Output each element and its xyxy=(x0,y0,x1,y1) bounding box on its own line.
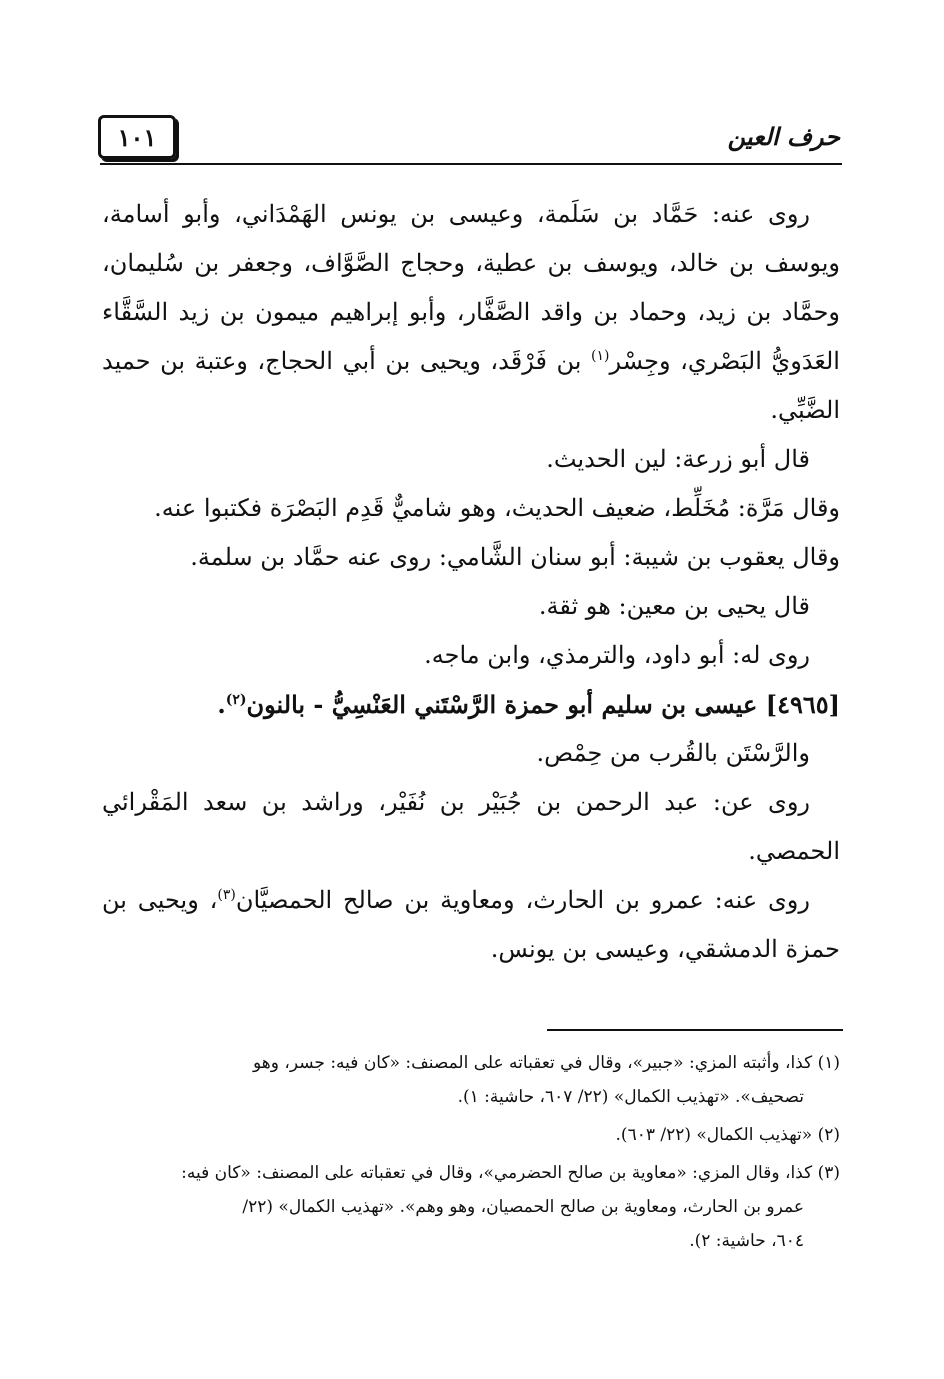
text-line: قال أبو زرعة: لين الحديث. xyxy=(546,445,810,473)
text-line: وقال يعقوب بن شيبة: أبو سنان الشَّامي: روى عنه حمَّاد بن سلمة. xyxy=(190,543,840,571)
footnote-divider xyxy=(547,1029,843,1031)
text-line: روى عنه: حَمَّاد بن سَلَمة، وعيسى بن يونس الهَمْدَاني، وأبو أسامة، xyxy=(102,200,810,228)
text-line: سُليمان، وحمَّاد بن زيد، وحماد بن واقد الصَّفَّار، وأبو إبراهيم ميمون بن xyxy=(102,249,840,326)
text-line: زيد السَّقَّاء العَدَويُّ البَصْري، وجِسْر xyxy=(102,298,840,375)
text-line: وقال مَرَّة: مُخَلِّط، ضعيف الحديث، وهو شاميٌّ قَدِم البَصْرَة فكتبوا عنه. xyxy=(154,494,840,522)
footnote-2 xyxy=(102,1118,840,1152)
text-line: روى عنه: عمرو بن الحارث، ومعاوية بن صالح الحمصيَّان xyxy=(235,886,810,914)
text-line: الحمصي. xyxy=(748,837,840,865)
footnote-line: (٣) كذا، وقال المزي: «معاوية بن صالح الحضرمي»، وقال في تعقباته على المصنف: «كان فيه: xyxy=(181,1163,840,1183)
text-paragraph xyxy=(102,435,840,484)
text-line: ويوسف بن خالد، ويوسف بن عطية، وحجاج الصَّوَّاف، وجعفر بن xyxy=(194,249,840,277)
text-paragraph xyxy=(102,876,840,974)
main-text xyxy=(102,190,840,974)
text-line: أبي الحجاج، وعتبة بن حميد الضَّبِّي. xyxy=(102,347,840,424)
footnote-1 xyxy=(102,1046,840,1114)
footnote-ref: (١) xyxy=(590,348,610,364)
footnote-ref: (٣) xyxy=(217,887,236,903)
text-line: والرَّسْتَن بالقُرب من حِمْص. xyxy=(536,739,810,767)
entry-title: [٤٩٦٥] عيسى بن سليم أبو حمزة الرَّسْتَني العَنْسِيُّ - بالنون xyxy=(246,690,840,719)
header-divider xyxy=(100,163,842,165)
text-line: ويحيى بن حمزة الدمشقي، وعيسى بن يونس. xyxy=(102,886,840,963)
text-line: ، xyxy=(209,886,218,914)
text-line: بن فَرْقَد، ويحيى بن xyxy=(385,347,582,375)
footnote-line: عمرو بن الحارث، ومعاوية بن صالح الحمصيان، وهو وهم». «تهذيب الكمال» (٢٢/ xyxy=(242,1197,804,1217)
entry-heading xyxy=(102,680,840,729)
text-paragraph xyxy=(102,778,840,876)
text-line: قال يحيى بن معين: هو ثقة. xyxy=(538,592,810,620)
page-number xyxy=(98,115,176,159)
footnote-line: تصحيف». «تهذيب الكمال» (٢٢/ ٦٠٧، حاشية: ١). xyxy=(457,1087,804,1107)
footnote-ref: (٢) xyxy=(225,692,247,708)
footnote-line: ٦٠٤، حاشية: ٢). xyxy=(689,1231,804,1251)
text-paragraph xyxy=(102,190,840,435)
page-number-text: ١٠١ xyxy=(117,122,157,152)
text-paragraph xyxy=(102,582,840,631)
running-head: حرف العين xyxy=(727,122,840,151)
footnote-3 xyxy=(102,1156,840,1258)
text-line: روى عن: عبد الرحمن بن جُبَيْر بن نُفَيْر، وراشد بن سعد المَقْرائي xyxy=(102,788,810,816)
footnotes xyxy=(102,1046,840,1262)
entry-title-end: . xyxy=(217,690,226,719)
text-paragraph xyxy=(102,533,840,582)
text-paragraph xyxy=(102,484,840,533)
text-paragraph xyxy=(102,729,840,778)
text-line: روى له: أبو داود، والترمذي، وابن ماجه. xyxy=(424,641,810,669)
footnote-line: (٢) «تهذيب الكمال» (٢٢/ ٦٠٣). xyxy=(615,1125,840,1145)
footnote-line: (١) كذا، وأثبته المزي: «جبير»، وقال في تعقباته على المصنف: «كان فيه: جسر، وهو xyxy=(253,1053,840,1073)
text-paragraph xyxy=(102,631,840,680)
